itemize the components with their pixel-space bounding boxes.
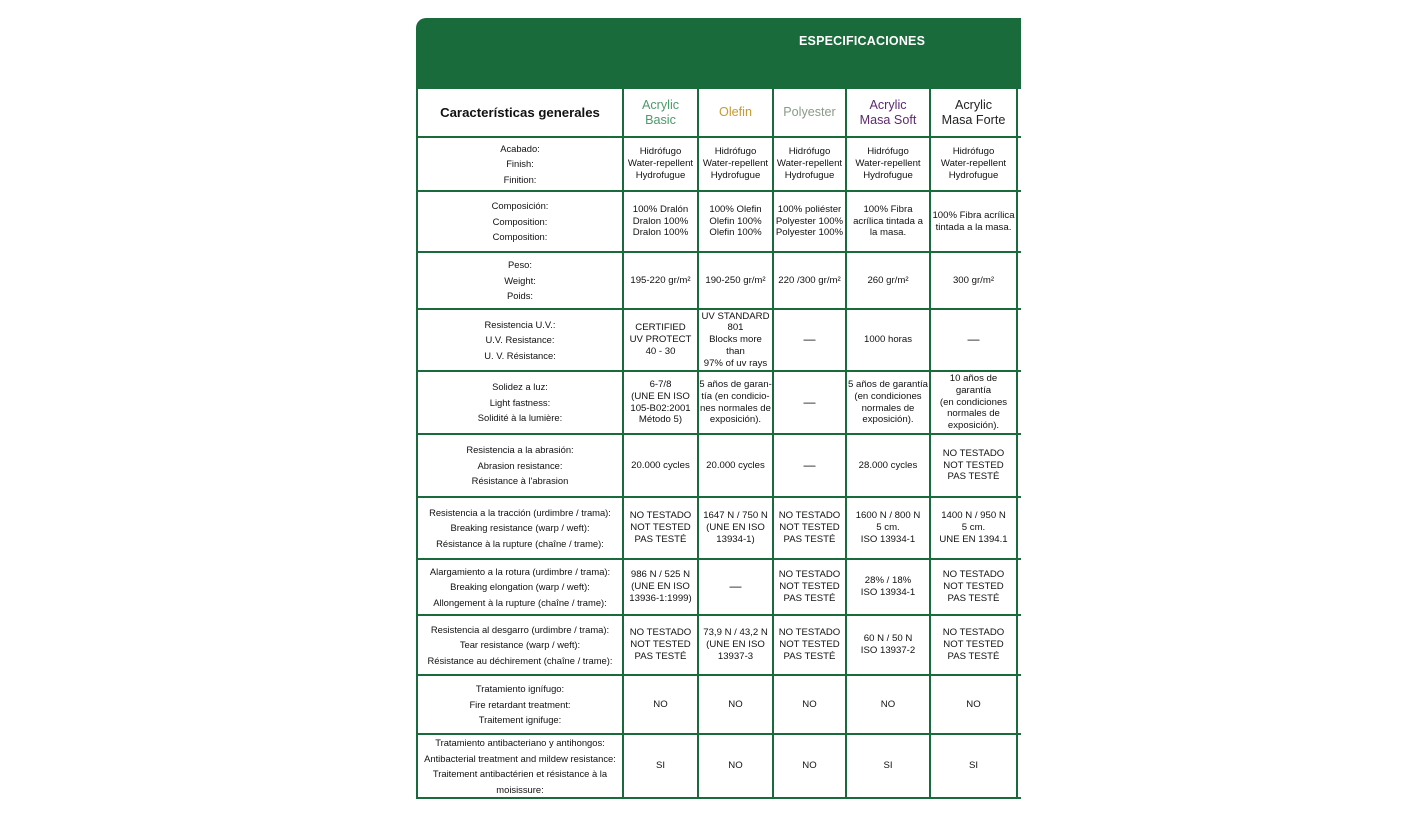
table-cell — [846, 734, 930, 798]
cell-line: — — [803, 332, 816, 347]
table-cell — [623, 137, 698, 191]
cell-line: acrílica tintada a — [853, 215, 923, 227]
cell-line: — — [803, 394, 816, 409]
cell-line: normales de — [947, 408, 1000, 420]
row-label — [417, 191, 623, 252]
table-cell — [623, 559, 698, 615]
cell-line: Water-repellent — [702, 158, 769, 170]
cell-line: 1647 N / 750 N — [703, 510, 768, 522]
row-label-line: Light fastness: — [489, 396, 551, 408]
cell-line: Hydrofugue — [635, 169, 686, 181]
cell-line: NOT TESTED — [630, 639, 691, 651]
table-cell — [846, 137, 930, 191]
cell-line: 5 años de garantía — [847, 378, 928, 390]
row-label-line: Fire retardant treatment: — [469, 698, 571, 710]
row-label-line: Finition: — [503, 173, 537, 185]
cell-line: 13934-1) — [716, 533, 755, 545]
row-label-line: Composition: — [492, 231, 548, 243]
cell-line: NOT TESTED — [779, 581, 840, 593]
cell-line: 20.000 cycles — [706, 459, 765, 471]
cell-line: Dralon 100% — [632, 227, 689, 239]
row-label — [417, 615, 623, 675]
cell-line: Polyester 100% — [775, 227, 844, 239]
cell-line: NO TESTADO — [778, 510, 841, 522]
table-cell — [846, 615, 930, 675]
cut-cell — [1017, 371, 1021, 434]
table-row — [417, 137, 1021, 191]
table-row — [417, 434, 1021, 497]
cut-cell — [1017, 252, 1021, 309]
cut-cell — [1017, 734, 1021, 798]
cell-line: (UNE EN ISO — [706, 639, 765, 651]
table-cell — [623, 734, 698, 798]
table-cell — [698, 252, 773, 309]
cell-line: 73,9 N / 43,2 N — [703, 627, 768, 639]
cell-line: ISO 13937-2 — [860, 645, 916, 656]
cell-line: (en condiciones — [939, 396, 1008, 408]
table-cell — [623, 191, 698, 252]
cell-line: exposición). — [947, 420, 1000, 432]
row-label-line: Tratamiento ignífugo: — [475, 683, 565, 695]
product-acrylic-masa-forte — [930, 88, 1017, 137]
cell-line: 100% Olefin — [709, 203, 762, 215]
table-cell — [698, 734, 773, 798]
cell-line: UNE EN 1394.1 — [939, 533, 1008, 545]
cell-line: 10 años de garantía — [949, 373, 998, 396]
cell-line: NO — [966, 698, 981, 710]
row-label-line: Tear resistance (warp / weft): — [459, 639, 581, 651]
table-row — [417, 615, 1021, 675]
table-cell — [773, 252, 846, 309]
cell-line: NO TESTADO — [942, 569, 1005, 581]
cell-line: 6-7/8 — [649, 378, 672, 390]
cell-line: exposición). — [862, 414, 914, 426]
cell-line: PAS TESTÉ — [634, 650, 687, 662]
cell-line: Water-repellent — [940, 158, 1007, 170]
row-label-line: Allongement à la rupture (chaîne / trame): — [433, 596, 607, 608]
cell-line: 28% / 18% — [864, 575, 912, 587]
row-label-line: moisissure: — [496, 783, 544, 795]
table-row — [417, 309, 1021, 371]
cell-line: 1600 N / 800 N — [855, 510, 921, 522]
table-cell — [698, 559, 773, 615]
product-name-line: Polyester — [783, 105, 836, 119]
table-cell — [773, 371, 846, 434]
row-label-line: U. V. Résistance: — [484, 349, 556, 361]
row-label-line: Résistance à l'abrasion — [471, 475, 569, 487]
table-cell — [698, 675, 773, 734]
row-label-line: Finish: — [506, 158, 534, 170]
cell-line: 1000 horas — [863, 334, 912, 346]
row-label-line: Résistance au déchirement (chaîne / trame): — [427, 654, 613, 666]
cell-line: SI — [883, 760, 893, 772]
cell-line: 1400 N / 950 N — [941, 510, 1006, 522]
cell-line: NO — [728, 760, 743, 772]
table-cell — [930, 371, 1017, 434]
table-cell — [698, 137, 773, 191]
table-cell — [846, 497, 930, 559]
cell-line: 5 cm. — [961, 522, 986, 534]
cell-line: NO TESTADO — [778, 627, 841, 639]
cell-line: PAS TESTÉ — [783, 533, 836, 545]
spec-sheet — [416, 18, 1021, 824]
cell-line: 20.000 cycles — [631, 459, 690, 471]
table-cell — [846, 434, 930, 497]
cell-line: la masa. — [869, 227, 907, 239]
cell-line: tía (en condicio- — [701, 390, 770, 402]
cell-line: — — [729, 579, 742, 594]
cell-line: Olefin 100% — [709, 215, 762, 227]
table-cell — [846, 309, 930, 371]
cell-line: 220 /300 gr/m² — [778, 274, 841, 286]
cell-line: 100% Dralón — [632, 203, 689, 215]
cell-line: 100% Fibra — [863, 203, 913, 215]
row-label-line: Résistance à la rupture (chaîne / trame): — [436, 537, 604, 549]
row-label-line: Traitement ignifuge: — [478, 714, 562, 726]
cell-line: Hydrofugue — [863, 169, 913, 181]
row-label-line: Acabado: — [500, 142, 540, 154]
cell-line: (en condiciones — [854, 390, 922, 402]
row-label-line: Resistencia a la abrasión: — [466, 444, 574, 456]
cell-line: 300 gr/m² — [952, 274, 995, 286]
cell-line: normales de — [861, 402, 915, 414]
cell-line: nes normales de — [700, 402, 771, 414]
cell-line: NOT TESTED — [943, 459, 1004, 471]
table-cell — [623, 497, 698, 559]
header-banner — [416, 18, 1021, 87]
table-cell — [623, 371, 698, 434]
cell-line: Hydrofugue — [784, 169, 835, 181]
row-label-line: Resistencia a la tracción (urdimbre / trama): — [429, 506, 611, 518]
cell-line: NOT TESTED — [779, 522, 840, 534]
cut-cell — [1017, 559, 1021, 615]
row-label-line: Composition: — [492, 215, 548, 227]
cell-line: 97% of uv rays — [703, 357, 768, 369]
table-cell — [930, 309, 1017, 371]
cell-line: (UNE EN ISO — [631, 390, 690, 402]
row-label-line: Peso: — [508, 259, 532, 271]
table-row — [417, 559, 1021, 615]
row-label-line: Composición: — [491, 200, 549, 212]
row-label-line: Solidez a luz: — [492, 381, 548, 393]
table-cell — [773, 137, 846, 191]
row-label — [417, 309, 623, 371]
spec-table — [416, 87, 1021, 799]
table-cell — [698, 371, 773, 434]
product-name-line: Acrylic — [641, 97, 680, 112]
cell-line: 5 cm. — [876, 522, 900, 534]
cell-line: (UNE EN ISO — [631, 581, 690, 593]
cell-line: Water-repellent — [776, 158, 843, 170]
cut-cell — [1017, 137, 1021, 191]
cell-line: Método 5) — [638, 414, 683, 426]
table-cell — [773, 734, 846, 798]
cell-line: 28.000 cycles — [858, 459, 918, 471]
row-label-line: Abrasion resistance: — [477, 459, 563, 471]
cell-line: CERTIFIED — [635, 322, 686, 334]
table-row — [417, 675, 1021, 734]
cell-line: 100% Fibra acrílica — [932, 209, 1015, 221]
cell-line: 195-220 gr/m² — [630, 274, 691, 286]
cell-line: NOT TESTED — [943, 581, 1004, 593]
row-label-line: Antibacterial treatment and mildew resistance: — [424, 752, 616, 764]
table-cell — [698, 615, 773, 675]
cell-line: ISO 13934-1 — [860, 587, 916, 598]
cell-line: NO — [802, 760, 817, 772]
cell-line: Water-repellent — [627, 158, 694, 170]
row-label — [417, 497, 623, 559]
row-label-line: Solidité à la lumière: — [477, 412, 563, 424]
table-cell — [930, 559, 1017, 615]
table-cell — [930, 434, 1017, 497]
table-cell — [846, 675, 930, 734]
cell-line: PAS TESTÉ — [783, 650, 836, 662]
product-polyester — [773, 88, 846, 137]
cell-line: SI — [968, 760, 979, 772]
cell-line: Polyester 100% — [775, 215, 844, 227]
cell-line: 260 gr/m² — [867, 274, 909, 286]
product-name-line: Masa Soft — [859, 112, 917, 127]
table-cell — [773, 191, 846, 252]
product-name-line: Olefin — [719, 105, 752, 119]
cell-line: Hidrófugo — [867, 146, 909, 158]
general-heading: Características generales — [417, 88, 623, 137]
cell-line: NOT TESTED — [779, 639, 840, 651]
table-cell — [623, 434, 698, 497]
cell-line: PAS TESTÉ — [783, 592, 836, 604]
cell-line: exposición). — [709, 414, 762, 426]
cell-line: — — [803, 457, 816, 472]
cell-line: 5 años de garan- — [699, 378, 772, 390]
cell-line: NO — [653, 698, 668, 710]
row-label-line: Breaking resistance (warp / weft): — [450, 522, 590, 534]
row-label-line: Poids: — [506, 290, 534, 302]
cell-line: PAS TESTÉ — [947, 471, 1000, 483]
cell-line: 986 N / 525 N — [630, 569, 691, 581]
product-acrylic-basic — [623, 88, 698, 137]
cell-line: Hydrofugue — [710, 169, 761, 181]
table-cell — [623, 615, 698, 675]
cell-line: UV PROTECT — [629, 334, 692, 346]
row-label-line: U.V. Resistance: — [485, 334, 555, 346]
table-cell — [773, 559, 846, 615]
cell-line: NOT TESTED — [943, 639, 1004, 651]
header-row — [417, 88, 1021, 137]
row-label — [417, 252, 623, 309]
cell-line: tintada a la masa. — [935, 221, 1012, 233]
table-cell — [930, 137, 1017, 191]
table-row — [417, 734, 1021, 798]
product-olefin — [698, 88, 773, 137]
table-cell — [773, 309, 846, 371]
product-acrylic-masa-soft — [846, 88, 930, 137]
cell-line: NO — [802, 698, 817, 710]
table-row — [417, 252, 1021, 309]
cell-line: NO — [728, 698, 743, 710]
table-cell — [846, 191, 930, 252]
table-cell — [930, 675, 1017, 734]
cell-line: 60 N / 50 N — [863, 633, 913, 645]
page-title: ESPECIFICACIONES — [799, 34, 926, 48]
table-cell — [930, 497, 1017, 559]
cell-line: Dralon 100% — [632, 215, 689, 227]
product-name-line: Basic — [645, 112, 676, 127]
table-cell — [623, 675, 698, 734]
table-cell — [698, 191, 773, 252]
cut-column — [1017, 88, 1021, 137]
table-row — [417, 371, 1021, 434]
cell-line: 40 - 30 — [645, 345, 676, 357]
cell-line: Hydrofugue — [948, 169, 999, 181]
product-name-line: Acrylic — [954, 97, 993, 112]
cell-line: NO TESTADO — [629, 510, 692, 522]
table-row — [417, 497, 1021, 559]
row-label — [417, 559, 623, 615]
cut-cell — [1017, 675, 1021, 734]
table-cell — [930, 615, 1017, 675]
row-label — [417, 734, 623, 798]
row-label — [417, 371, 623, 434]
row-label-line: Resistencia al desgarro (urdimbre / trama): — [430, 623, 610, 635]
cell-line: Hidrófugo — [714, 146, 757, 158]
table-cell — [930, 734, 1017, 798]
row-label-line: Alargamiento a la rotura (urdimbre / trama): — [429, 565, 611, 577]
row-label-line: Weight: — [504, 274, 536, 286]
table-cell — [623, 309, 698, 371]
table-cell — [698, 497, 773, 559]
cell-line: PAS TESTÉ — [947, 592, 1000, 604]
cell-line: PAS TESTÉ — [947, 650, 1000, 662]
table-cell — [846, 559, 930, 615]
table-cell — [698, 434, 773, 497]
cell-line: PAS TESTÉ — [634, 533, 687, 545]
table-cell — [623, 252, 698, 309]
cell-line: Hidrófugo — [788, 146, 831, 158]
table-cell — [773, 497, 846, 559]
cell-line: Water-repellent — [855, 158, 921, 170]
table-cell — [773, 615, 846, 675]
cell-line: 100% poliéster — [777, 203, 842, 215]
cell-line: NO TESTADO — [942, 627, 1005, 639]
cell-line: 105-B02:2001 — [630, 402, 691, 414]
cell-line: — — [967, 332, 980, 347]
cell-line: ISO 13934-1 — [860, 533, 916, 545]
cell-line: 13937-3 — [717, 650, 754, 662]
row-label-line: Breaking elongation (warp / weft): — [450, 581, 590, 593]
cell-line: NO TESTADO — [942, 447, 1005, 459]
cell-line: 190-250 gr/m² — [705, 274, 766, 286]
cut-cell — [1017, 309, 1021, 371]
table-cell — [773, 675, 846, 734]
cell-line: Hidrófugo — [952, 146, 995, 158]
cell-line: SI — [655, 760, 666, 772]
table-cell — [698, 309, 773, 371]
cell-line: NO — [880, 698, 896, 710]
cut-cell — [1017, 434, 1021, 497]
cell-line: Blocks more than — [709, 334, 762, 357]
cell-line: NOT TESTED — [630, 522, 691, 534]
row-label-line: Traitement antibactérien et résistance à la — [432, 768, 608, 780]
table-cell — [846, 371, 930, 434]
cell-line: Olefin 100% — [709, 227, 762, 239]
row-label-line: Tratamiento antibacteriano y antihongos: — [435, 737, 605, 748]
cell-line: Hidrófugo — [639, 146, 682, 158]
table-cell — [930, 191, 1017, 252]
cut-cell — [1017, 615, 1021, 675]
cell-line: NO TESTADO — [778, 569, 841, 581]
cell-line: (UNE EN ISO — [706, 522, 765, 534]
product-name-line: Masa Forte — [941, 112, 1006, 127]
row-label — [417, 434, 623, 497]
cell-line: 801 — [727, 322, 744, 334]
cell-line: NO TESTADO — [629, 627, 692, 639]
row-label — [417, 675, 623, 734]
table-row — [417, 191, 1021, 252]
table-cell — [930, 252, 1017, 309]
row-label — [417, 137, 623, 191]
cell-line: 13936-1:1999) — [629, 592, 692, 604]
table-cell — [846, 252, 930, 309]
spec-body — [417, 137, 1021, 798]
product-name-line: Acrylic — [869, 97, 907, 112]
cell-line: UV STANDARD — [701, 310, 770, 322]
cut-cell — [1017, 497, 1021, 559]
cut-cell — [1017, 191, 1021, 252]
table-cell — [773, 434, 846, 497]
row-label-line: Resistencia U.V.: — [484, 318, 556, 330]
